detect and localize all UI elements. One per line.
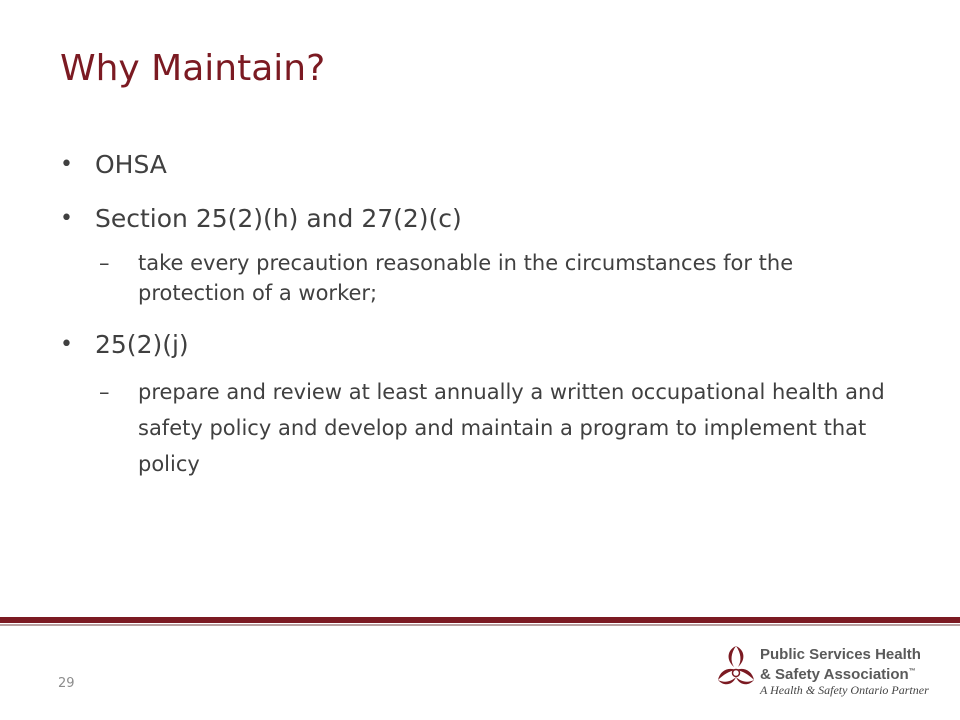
- logo-line-2: [760, 663, 929, 683]
- logo-line-1: Public Services Health: [760, 646, 921, 663]
- bullet-marker: •: [60, 152, 73, 177]
- footer-divider-shadow: [0, 624, 960, 626]
- sub-bullet-text: take every precaution reasonable in the circumstances for the protection of a worker;: [138, 251, 794, 305]
- footer-divider: [0, 617, 960, 623]
- bullet-list: [60, 140, 900, 482]
- sub-bullet-item: [99, 248, 898, 308]
- bullet-text: OHSA: [95, 150, 167, 179]
- dash-marker: –: [99, 251, 110, 275]
- logo-tagline: A Health & Safety Ontario Partner: [760, 683, 929, 697]
- bullet-marker: •: [60, 332, 73, 357]
- page-number: 29: [58, 676, 75, 691]
- logo-line-2-text: & Safety Association: [760, 666, 909, 683]
- bullet-text: 25(2)(j): [95, 330, 189, 359]
- bullet-text: Section 25(2)(h) and 27(2)(c): [95, 204, 462, 233]
- bullet-item: [60, 328, 900, 362]
- trademark-mark: ™: [908, 668, 916, 675]
- slide-title: Why Maintain?: [60, 48, 326, 89]
- trillium-logo-icon: [712, 640, 760, 700]
- bullet-marker: •: [60, 206, 73, 231]
- sub-bullet-item: [99, 374, 898, 482]
- sub-bullet-text: prepare and review at least annually a written occupational health and safety policy and develop and maintain a program to implement that policy: [138, 380, 885, 476]
- dash-marker: –: [99, 380, 110, 404]
- bullet-item: [60, 202, 900, 236]
- bullet-item: [60, 148, 900, 182]
- organization-logo: [712, 640, 932, 705]
